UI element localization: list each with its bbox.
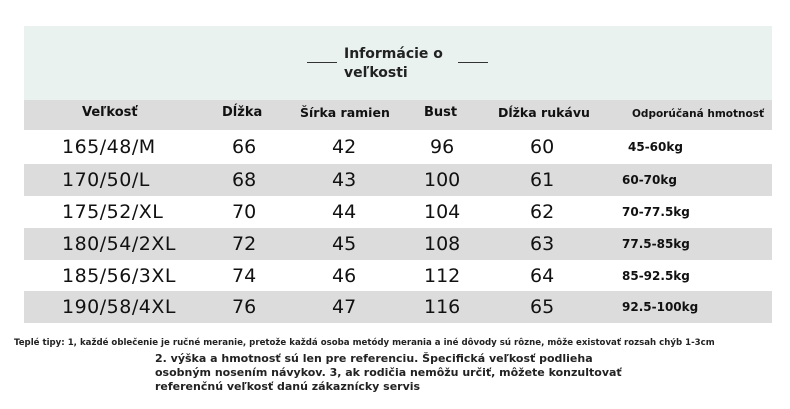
shoulder-cell: 42 xyxy=(332,136,357,158)
shoulder-cell: 43 xyxy=(332,169,357,191)
bust-cell: 116 xyxy=(424,296,461,318)
length-cell: 66 xyxy=(232,136,257,158)
column-header-bust: Bust xyxy=(424,105,458,120)
shoulder-cell: 44 xyxy=(332,201,357,223)
size-cell: 165/48/M xyxy=(62,136,156,158)
size-cell: 185/56/3XL xyxy=(62,265,176,287)
page-title xyxy=(344,45,464,83)
length-cell: 74 xyxy=(232,265,257,287)
weight-cell: 45-60kg xyxy=(628,140,683,154)
shoulder-cell: 46 xyxy=(332,265,357,287)
title-line-1: Informácie o xyxy=(344,46,443,62)
bust-cell: 104 xyxy=(424,201,461,223)
shoulder-cell: 45 xyxy=(332,233,357,255)
sleeve-cell: 62 xyxy=(530,201,555,223)
shoulder-cell: 47 xyxy=(332,296,357,318)
weight-cell: 77.5-85kg xyxy=(622,237,690,251)
column-header-size: Veľkosť xyxy=(82,105,138,120)
title-line-2: veľkosti xyxy=(344,65,408,81)
sleeve-cell: 63 xyxy=(530,233,555,255)
column-header-length: Dĺžka xyxy=(222,105,263,120)
column-header-weight: Odporúčaná hmotnosť xyxy=(632,108,764,120)
length-cell: 70 xyxy=(232,201,257,223)
tips-line-2: 2. výška a hmotnosť sú len pre referenciu. Špecifická veľkosť podlieha osobným nosením návykov. 3, ak rodičia nemôžu určiť, môžete konzultovať referenčnú veľkosť danú zákaznícky servis xyxy=(155,352,622,393)
weight-cell: 60-70kg xyxy=(622,173,677,187)
sleeve-cell: 61 xyxy=(530,169,555,191)
length-cell: 76 xyxy=(232,296,257,318)
bust-cell: 96 xyxy=(430,136,455,158)
length-cell: 72 xyxy=(232,233,257,255)
tips-line-1: Teplé tipy: 1, každé oblečenie je ručné meranie, pretože každá osoba metódy merania a iné dôvody sú rôzne, môže existovať rozsah chýb 1-3cm xyxy=(14,338,715,348)
column-header-shoulder: Šírka ramien xyxy=(300,105,390,120)
title-dash-left xyxy=(307,62,337,63)
size-cell: 170/50/L xyxy=(62,169,150,191)
sleeve-cell: 64 xyxy=(530,265,555,287)
sleeve-cell: 60 xyxy=(530,136,555,158)
bust-cell: 108 xyxy=(424,233,461,255)
length-cell: 68 xyxy=(232,169,257,191)
column-header-sleeve: Dĺžka rukávu xyxy=(498,105,590,120)
weight-cell: 85-92.5kg xyxy=(622,269,690,283)
size-cell: 175/52/XL xyxy=(62,201,164,223)
bust-cell: 100 xyxy=(424,169,461,191)
bust-cell: 112 xyxy=(424,265,461,287)
size-cell: 180/54/2XL xyxy=(62,233,176,255)
weight-cell: 70-77.5kg xyxy=(622,205,690,219)
weight-cell: 92.5-100kg xyxy=(622,300,699,314)
sleeve-cell: 65 xyxy=(530,296,555,318)
size-cell: 190/58/4XL xyxy=(62,296,176,318)
